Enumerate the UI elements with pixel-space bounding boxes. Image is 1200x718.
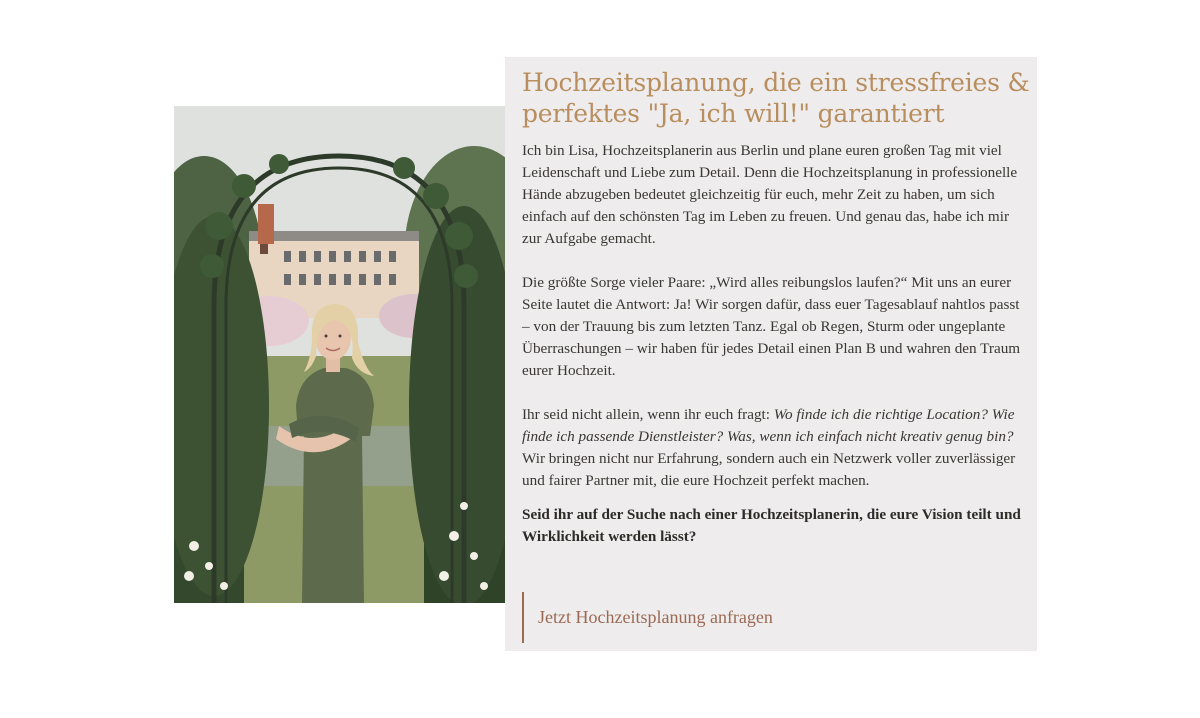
paragraph-questions — [522, 404, 1027, 492]
portrait-photo — [174, 106, 505, 603]
paragraph-intro: Ich bin Lisa, Hochzeitsplanerin aus Berlin und plane euren großen Tag mit viel Leidenschaft und Liebe zum Detail. Denn die Hochzeitsplanung in professionelle Hände abzugeben bedeutet gleichzeitig für euch, mehr Zeit zu haben, um sich einfach auf den schönsten Tag im Leben zu freuen. Und genau das, habe ich mir zur Aufgabe gemacht. — [522, 142, 1018, 247]
request-planning-button[interactable]: Jetzt Hochzeitsplanung anfragen — [522, 592, 773, 643]
questions-rest: Wir bringen nicht nur Erfahrung, sondern auch ein Netzwerk voller zuverlässiger und fairer Partner mit, die eure Hochzeit perfekt machen. — [522, 450, 1016, 489]
intro-panel — [505, 57, 1037, 651]
paragraph-call — [522, 504, 1027, 548]
page-title — [522, 67, 1030, 129]
questions-intro: Ihr seid nicht allein, wenn ihr euch fragt: — [522, 406, 774, 423]
intro-text — [522, 140, 1027, 548]
title-line-1: Hochzeitsplanung, die ein stressfreies & — [522, 68, 1030, 97]
call-question: Seid ihr auf der Suche nach einer Hochzeitsplanerin, die eure Vision teilt und Wirklichkeit werden lässt? — [522, 506, 1021, 545]
questions-italic: Wo finde ich die richtige Location? Wie finde ich passende Dienstleister? Was, wenn ich einfach nicht kreativ genug bin? — [522, 406, 1015, 445]
title-line-2: perfektes "Ja, ich will!" garantiert — [522, 99, 945, 128]
paragraph-worries: Die größte Sorge vieler Paare: „Wird alles reibungslos laufen?“ Mit uns an eurer Seite lautet die Antwort: Ja! Wir sorgen dafür, dass euer Tagesablauf nahtlos passt – von der Trauung bis zum letzten Tanz. Egal ob Regen, Sturm oder ungeplante Überraschungen – wir haben für jedes Detail einen Plan B und wahren den Traum eurer Hochzeit. — [522, 274, 1021, 379]
